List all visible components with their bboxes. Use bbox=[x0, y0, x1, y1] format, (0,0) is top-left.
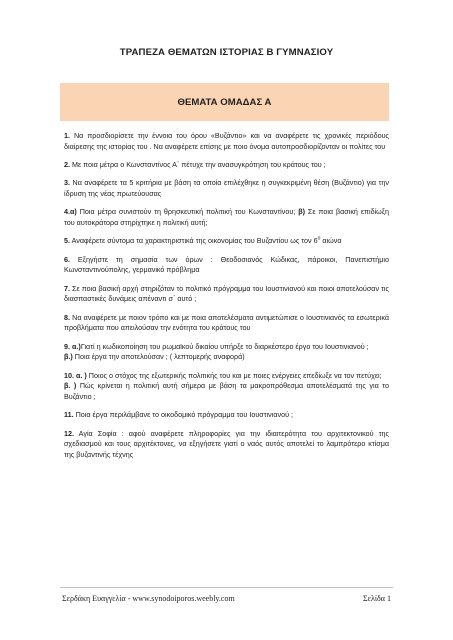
sub-question-label: β. ) bbox=[64, 381, 77, 391]
question-text: Ποια μέτρα συνιστούν τη θρησκευτική πολιτική του Κωνσταντίνου; bbox=[76, 207, 299, 217]
question-2 bbox=[64, 160, 389, 171]
question-4 bbox=[64, 207, 389, 228]
footer-divider bbox=[60, 587, 393, 588]
question-text: Ποια έργα περιλάμβανε το οικοδομικό πρόγραμμα του Ιουστινιανού ; bbox=[73, 410, 293, 420]
question-list bbox=[64, 131, 389, 468]
sub-question-label: β) bbox=[298, 207, 305, 217]
question-text: Να αναφέρετε τα 5 κριτήρια με βάση τα οποία επιλέχθηκε η συγκεκριμένη θέση (Βυζάντιο) για την ίδρυση της νέας πρωτεύουσας bbox=[64, 178, 389, 198]
question-text: Να προσδιορίσετε την έννοια του όρου «Βυζάντιο» και να αναφέρετε τις χρονικές περιόδους διαίρεσης της ιστορίας του . Να αναφέρετε επίσης με ποιο όνομα αυτοπροσδιορίζονταν οι πολίτες του bbox=[64, 131, 389, 151]
question-11 bbox=[64, 410, 389, 421]
document-title: ΤΡΑΠΕΖΑ ΘΕΜΑΤΩΝ ΙΣΤΟΡΙΑΣ Β ΓΥΜΝΑΣΙΟΥ bbox=[119, 47, 334, 58]
question-9 bbox=[64, 342, 389, 363]
question-1 bbox=[64, 131, 389, 152]
question-text: Ποιος ο στόχος της εξωτερικής πολιτικής του και με ποιες ενέργειες επεδίωξε να τον πετύχει; bbox=[86, 370, 382, 380]
question-text: Αγία Σοφία : αφού αναφέρετε πληροφορίες για την ιδιαιτερότητα του αρχιτεκτονικού της σχεδιασμού και τους αρχιτέκτονες, να εξηγήσετε γιατί ο ναός αυτός αποτελεί το λαμπρότερο κτίσμα της βυζαντινής τέχνης bbox=[64, 428, 389, 459]
question-7 bbox=[64, 284, 389, 305]
question-number: 5. bbox=[64, 236, 70, 246]
question-number: 10. α. ) bbox=[64, 370, 87, 380]
question-text: Γιατί η κωδικοποίηση του ρωμαϊκού δικαίου υπήρξε το διαρκέστερο έργο του Ιουστινιανού ; bbox=[80, 341, 369, 351]
question-text: Αναφέρετε σύντομα τα χαρακτηριστικά της οικονομίας του Βυζαντίου ως τον 6 bbox=[70, 236, 318, 246]
sub-question-text: Πώς κρίνεται η πολιτική αυτή σήμερα με βάση τα μακροπρόθεσμα αποτελέσματά της για το Βυζάντιο ; bbox=[64, 381, 389, 401]
question-text-continued: Σε ποια βασική επιδίωξη του αυτοκράτορα στηρίχτηκε η πολιτική αυτή; bbox=[64, 207, 390, 227]
footer-page-number: Σελίδα 1 bbox=[362, 594, 391, 603]
question-number: 6. bbox=[64, 254, 70, 264]
section-title: ΘΕΜΑΤΑ ΟΜΑΔΑΣ Α bbox=[177, 97, 272, 108]
question-8 bbox=[64, 313, 389, 334]
question-text: Με ποια μέτρα ο Κωνσταντίνος Α΄ πέτυχε την ανασυγκρότηση του κράτους του ; bbox=[70, 160, 326, 169]
sub-question-text: Ποια έργα την αποτελούσαν ; ( λεπτομερής αναφορά) bbox=[72, 352, 245, 362]
question-text-continued: αιώνα bbox=[320, 236, 342, 246]
question-number: 8. bbox=[64, 312, 70, 322]
question-number: 12. bbox=[64, 428, 74, 438]
footer-author-link: Σερδάκη Ευαγγελία - www.synodoiporos.weebly.com bbox=[62, 594, 235, 603]
sub-question-label: β.) bbox=[64, 352, 73, 362]
question-number: 1. bbox=[64, 131, 70, 140]
question-text: Εξηγήστε τη σημασία των όρων : Θεοδοσιανός Κώδικας, πάροικοι, Πανεπιστήμιο Κωνσταντινούπολης, γερμανικό πρόβλημα bbox=[64, 254, 389, 275]
question-10 bbox=[64, 371, 389, 403]
question-text: Σε ποια βασική αρχή στηριζόταν το πολιτικό πρόγραμμα του Ιουστινιανού και ποιοι αποτελούσαν τις διασπαστικές δυνάμεις απέναντι σ΄ αυτό ; bbox=[64, 283, 389, 304]
question-number: 7. bbox=[64, 283, 70, 293]
superscript-ordinal: ο bbox=[317, 235, 321, 242]
question-6 bbox=[64, 255, 389, 276]
question-number: 4.α) bbox=[64, 207, 77, 217]
question-number: 9. α.) bbox=[64, 341, 81, 351]
question-12 bbox=[64, 429, 389, 461]
question-3 bbox=[64, 178, 389, 199]
question-number: 3. bbox=[64, 178, 70, 188]
question-number: 11. bbox=[64, 410, 74, 420]
question-5 bbox=[64, 236, 389, 247]
question-number: 2. bbox=[64, 160, 70, 169]
question-text: Να αναφέρετε με ποιον τρόπο και με ποια αποτελέσματα αντιμετώπισε ο Ιουστινιανός τα εσωτερικά προβλήματα που απειλούσαν την ενότητα του κράτους του bbox=[64, 312, 389, 333]
